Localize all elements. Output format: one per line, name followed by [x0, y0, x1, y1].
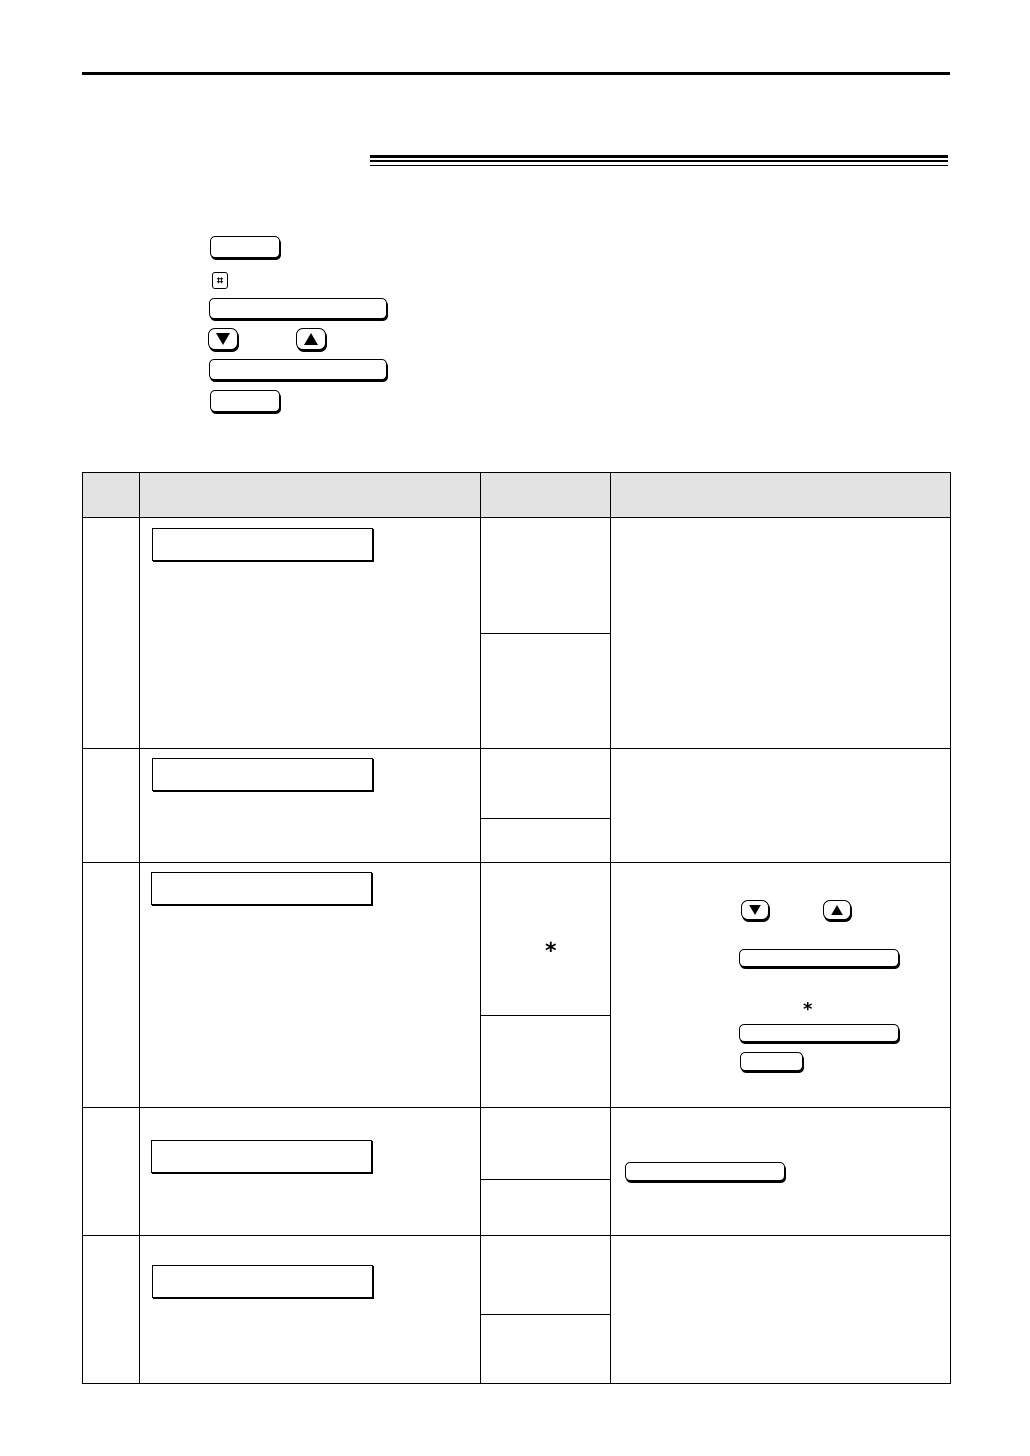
lcd-display: [151, 1140, 372, 1173]
program-key[interactable]: [625, 1162, 785, 1181]
heading-rule-thick: [370, 155, 948, 158]
row-description-cell: [611, 1108, 951, 1236]
row-code: [83, 749, 140, 863]
row-display-cell: [140, 1108, 481, 1236]
selection-divider: [481, 1015, 610, 1016]
top-rule: [82, 72, 950, 75]
header-description: [611, 473, 951, 518]
row-description-cell: [611, 863, 951, 1108]
down-arrow-key[interactable]: [208, 328, 238, 350]
table-row: [83, 1108, 951, 1236]
stop-key[interactable]: [740, 1052, 803, 1071]
row-display-cell: [140, 1236, 481, 1384]
hash-key[interactable]: [212, 272, 228, 289]
program-key[interactable]: [739, 1024, 899, 1042]
header-code: [83, 473, 140, 518]
row-description: [611, 1236, 951, 1384]
row-selection-cell: [481, 1236, 611, 1384]
lcd-display: [151, 872, 372, 905]
row-display-cell: [140, 518, 481, 749]
up-arrow-key[interactable]: [823, 900, 851, 920]
hash-key-label: ⌗: [216, 273, 224, 287]
row-code: [83, 518, 140, 749]
table-row: [83, 518, 951, 749]
row-code: [83, 1236, 140, 1384]
row-display-cell: [140, 863, 481, 1108]
down-triangle-icon: [749, 905, 761, 915]
selection-divider: [481, 633, 610, 634]
asterisk-icon: *: [803, 999, 813, 1020]
up-triangle-icon: [304, 333, 318, 345]
selection-divider: [481, 818, 610, 819]
set-key[interactable]: [209, 359, 387, 380]
set-key[interactable]: [739, 949, 899, 967]
header-display: [140, 473, 481, 518]
header-selection: [481, 473, 611, 518]
asterisk-icon: *: [545, 939, 557, 964]
row-selection-cell: [481, 863, 611, 1108]
table-row: [83, 749, 951, 863]
row-code: [83, 1108, 140, 1236]
row-display-cell: [140, 749, 481, 863]
function-key[interactable]: [210, 236, 280, 258]
row-code: [83, 863, 140, 1108]
row-description: [611, 749, 951, 863]
row-selection-cell: [481, 1108, 611, 1236]
up-triangle-icon: [831, 905, 843, 915]
selection-divider: [481, 1179, 610, 1180]
row-selection-cell: [481, 518, 611, 749]
lcd-display: [152, 758, 373, 791]
row-description: [611, 518, 951, 749]
lcd-display: [152, 1265, 373, 1298]
table-row: [83, 863, 951, 1108]
lcd-display: [152, 528, 373, 561]
down-arrow-key[interactable]: [741, 900, 769, 920]
selection-divider: [481, 1314, 610, 1315]
table-header-row: [83, 473, 951, 518]
down-triangle-icon: [216, 333, 230, 345]
stop-key[interactable]: [210, 390, 280, 412]
heading-rule-thin: [370, 165, 948, 166]
heading-rule-mid: [370, 160, 948, 162]
program-key[interactable]: [209, 298, 387, 319]
table-row: [83, 1236, 951, 1384]
row-selection-cell: [481, 749, 611, 863]
feature-table: [82, 472, 951, 1384]
up-arrow-key[interactable]: [296, 328, 326, 350]
